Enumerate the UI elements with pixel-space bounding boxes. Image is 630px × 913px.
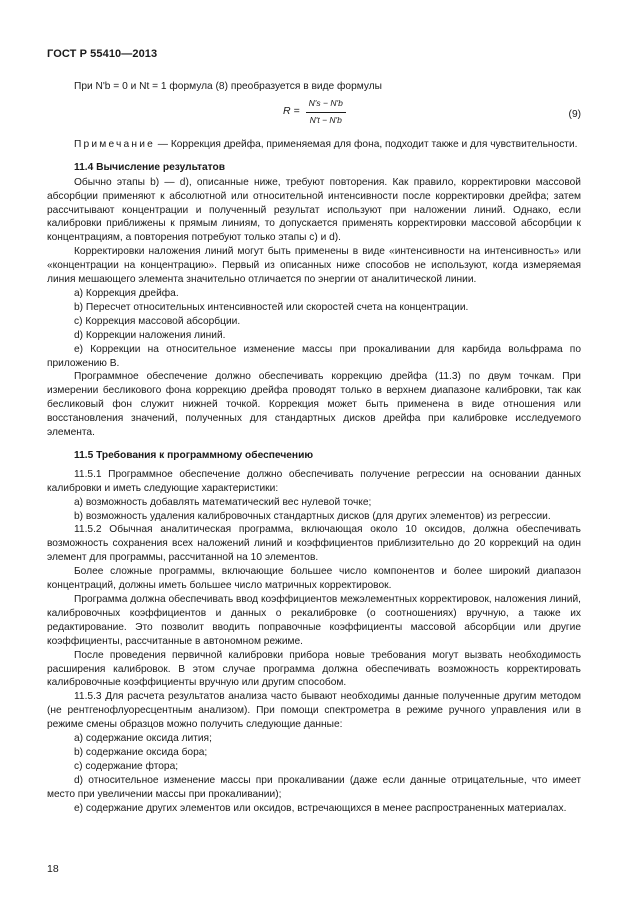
formula-expression (283, 97, 346, 128)
section-11-5-title: 11.5 Требования к программному обеспечению (74, 449, 314, 461)
paragraph: Более сложные программы, включающие большее число компонентов и более широкий диапазон концентраций, должны иметь большее число матричных корректировок. (47, 566, 581, 592)
formula-9 (47, 95, 581, 135)
document-body (47, 80, 581, 816)
list-item: a) Коррекция дрейфа. (74, 287, 179, 299)
list-item: а) содержание оксида лития; (74, 733, 212, 745)
paragraph: После проведения первичной калибровки прибора новые требования могут вызвать необходимость расширения калибровок. В этом случае программа должна обеспечивать возможность корректировать калибровочные коэффициенты вручную или другим способом. (47, 649, 581, 689)
list-item: b) Пересчет относительных интенсивностей или скоростей счета на концентрации. (74, 301, 469, 313)
note (47, 138, 581, 152)
list-item: c) Коррекция массовой абсорбции. (74, 315, 241, 327)
document-header: ГОСТ Р 55410—2013 (47, 48, 158, 60)
paragraph: 11.5.2 Обычная аналитическая программа, включающая около 10 оксидов, должна обеспечивать возможность сохранения всех наложений линий и коэффициентов приблизительно до 20 коррекций на один элемент для программы, рассчитанной на 10 элементов. (47, 524, 581, 564)
list-item: c) содержание фтора; (74, 760, 179, 772)
formula-denominator: N't − N'b (309, 114, 342, 125)
list-item: d) Коррекции наложения линий. (74, 329, 226, 341)
note-text: — Коррекция дрейфа, применяемая для фона, подходит также и для чувствительности. (154, 138, 578, 150)
paragraph: Корректировки наложения линий могут быть применены в виде «интенсивности на интенсивность» или «концентрации на концентрацию». Первый из описанных ниже способов не используют, когда измеряемая линия мешающего элемента значительно отличается по энергии от аналитической линии. (47, 246, 581, 286)
page-number: 18 (47, 863, 59, 875)
formula-lhs: R = (283, 105, 300, 118)
list-item: e) Коррекции на относительное изменение массы при прокаливании для карбида вольфрама по приложению В. (47, 343, 581, 369)
paragraph: Программное обеспечение должно обеспечивать коррекцию дрейфа (11.3) по двум точкам. При измерении бесликового фона коррекцию дрейфа проводят только в верхнем диапазоне калибровки, так как бесликовый фон служит нижней точкой. Коррекция может быть применена в виде отношения или восстановления значений, полученных для стандартных дисков дрейфа при калибровке исследуемого элемента. (47, 371, 581, 439)
formula-numerator: N's − N'b (306, 97, 346, 113)
list-item: d) относительное изменение массы при прокаливании (даже если данные отрицательные, что имеет место при увеличении массы при прокаливании); (47, 774, 581, 800)
list-item: b) возможность удаления калибровочных стандартных дисков (для других элементов) из регрессии. (74, 510, 551, 522)
formula-number: (9) (568, 108, 581, 120)
list-item: е) содержание других элементов или оксидов, встречающихся в менее распространенных материалах. (74, 802, 567, 814)
formula-intro: При N'b = 0 и Nt = 1 формула (8) преобразуется в виде формулы (74, 81, 382, 92)
list-item: а) возможность добавлять математический вес нулевой точке; (74, 496, 372, 508)
paragraph: Программа должна обеспечивать ввод коэффициентов межэлементных корректировок, наложения линий, калибровочных коэффициентов и данных о рекалибровке (о соотношениях) вручную, а также их редактирование. Это позволит вводить поправочные коэффициенты массовой абсорбции или другие коэффициенты, рассчитанные в автономном режиме. (47, 594, 581, 647)
note-lead: Примечание (74, 138, 155, 150)
section-11-4-title: 11.4 Вычисление результатов (74, 161, 225, 173)
formula-fraction (306, 97, 346, 128)
paragraph: 11.5.3 Для расчета результатов анализа часто бывают необходимы данные полученные другим методом (не рентгенофлуоресцентным анализом). При помощи спектрометра в режиме ручного управления или в режиме смены образцов можно получить следующие данные: (47, 691, 581, 731)
list-item: b) содержание оксида бора; (74, 746, 208, 758)
paragraph: 11.5.1 Программное обеспечение должно обеспечивать получение регрессии на основании данных калибровки и иметь следующие характеристики: (47, 468, 581, 494)
paragraph: Обычно этапы b) — d), описанные ниже, требуют повторения. Как правило, корректировки массовой абсорбции применяют к абсолютной или относительной интенсивности после корректировки дрейфа; затем рассчитывают концентрации и полученный результат используют при наложении линий. Однако, если калибровки приближены к прямым линиям, то допускается применять корректировки массовой абсорбции к концентрациям, а повторения потребуют только этапы с) и d). (47, 176, 581, 244)
